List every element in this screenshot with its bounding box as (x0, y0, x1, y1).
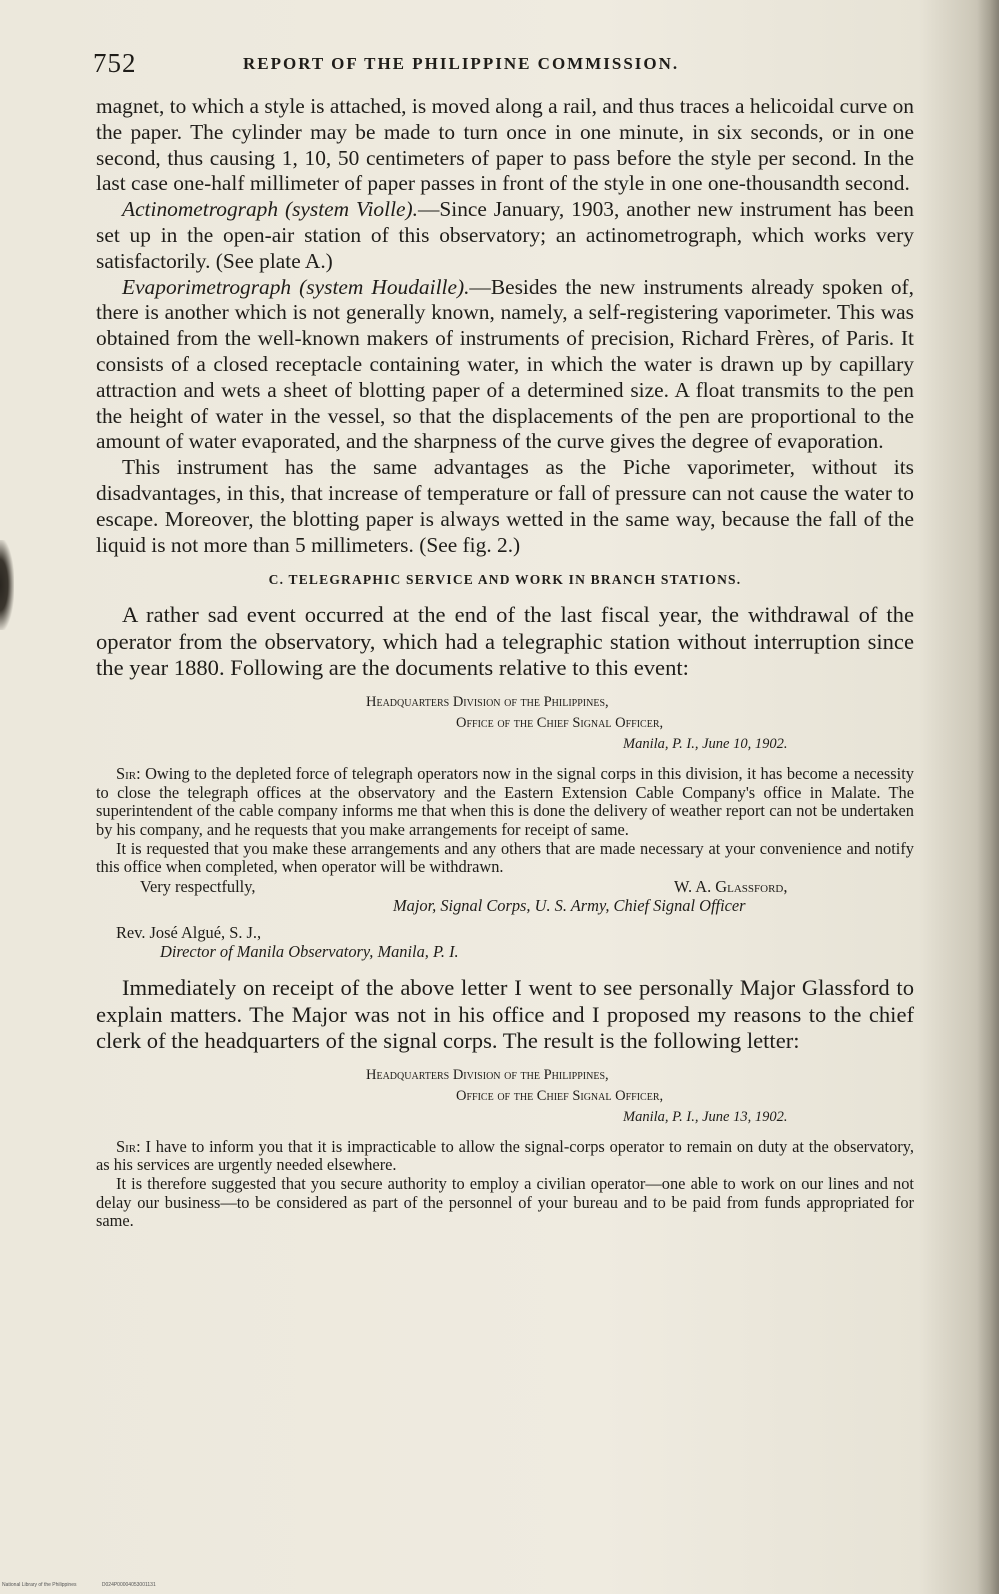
letter-head-line: Office of the Chief Signal Officer, (456, 1087, 664, 1104)
letter1-body (96, 765, 914, 840)
salutation: Sir: (116, 1136, 141, 1156)
paragraph-magnet: magnet, to which a style is attached, is moved along a rail, and thus traces a helicoidal curve on the paper. The cylinder may be made to turn once in one minute, in six seconds, or in one second, thus causing 1, 10, 50 centimeters of paper to pass before the style per second. In the last case one-half millimeter of paper passes in front of the style in one one-thousandth second. (96, 94, 914, 196)
paragraph-actinometrograph (96, 197, 914, 274)
letter2-body2: It is therefore suggested that you secure authority to employ a civilian operator—one able to work on our lines and not delay our business—to be considered as part of the personnel of your bureau and to be paid from funds appropriated for same. (96, 1173, 914, 1231)
paragraph-text: —Since January, 1903, another new instrument has been set up in the open-air station of this observatory; an actinometrograph, which works very satisfactorily. (See plate A.) (96, 197, 914, 273)
salutation: Sir: (116, 763, 141, 783)
page-header (93, 48, 923, 78)
letter1-body2: It is requested that you make these arrangements and any others that are made necessary at your convenience and notify this office when completed, when operator will be withdrawn. (96, 838, 914, 877)
letter-date: Manila, P. I., June 13, 1902. (623, 1108, 788, 1125)
letter1-signature (96, 877, 914, 896)
letter-head-line: Office of the Chief Signal Officer, (456, 714, 664, 731)
binding-shadow (0, 540, 14, 630)
paragraph-title: Actinometrograph (system Violle). (122, 197, 418, 222)
letter-text: I have to inform you that it is impracticable to allow the signal-corps operator to remain on duty at the observatory, as his services are urgently needed elsewhere. (96, 1136, 914, 1175)
paragraph-evaporimetrograph (96, 275, 914, 456)
letter-date: Manila, P. I., June 10, 1902. (623, 735, 788, 752)
running-head: REPORT OF THE PHILIPPINE COMMISSION. (243, 54, 680, 73)
middle-paragraph: Immediately on receipt of the above letter I went to see personally Major Glassford to explain matters. The Major was not in his office and I proposed my reasons to the chief clerk of the headquarters of the signal corps. The result is the following letter: (96, 975, 914, 1054)
section-heading: C. TELEGRAPHIC SERVICE AND WORK IN BRANCH STATIONS. (268, 572, 742, 588)
paragraph-advantages: This instrument has the same advantages as the Piche vaporimeter, without its disadvantages, in this, that increase of temperature or fall of pressure can not cause the water to escape. Moreover, the blotting paper is always wetted in the same way, because the fall of the liquid is not more than 5 millimeters. (See fig. 2.) (96, 455, 914, 557)
letter-head-line: Headquarters Division of the Philippines, (366, 693, 609, 710)
addressee-title: Director of Manila Observatory, Manila, P. I. (160, 942, 459, 962)
signer: W. A. Glassford, (674, 877, 788, 897)
addressee: Rev. José Algué, S. J., (116, 923, 262, 943)
page-number: 752 (93, 48, 137, 78)
paragraph-title: Evaporimetrograph (system Houdaille). (122, 274, 470, 299)
section-intro: A rather sad event occurred at the end of the last fiscal year, the withdrawal of the operator from the observatory, which had a telegraphic station without interruption since the year 1880. Following are the documents relative to this event: (96, 602, 914, 681)
scan-code: D024P00004053001131 (101, 1582, 156, 1588)
paragraph-text: —Besides the new instruments already spoken of, there is another which is not generally known, namely, a self-registering vaporimeter. This was obtained from the well-known makers of instruments of precision, Richard Frères, of Paris. It consists of a closed receptacle containing water, in which the water is drawn up by capillary attraction and wets a sheet of blotting paper of a determined size. A float transmits to the pen the height of water in the vessel, so that the displacements of the pen are proportional to the amount of water evaporated, and the sharpness of the curve gives the degree of evaporation. (96, 274, 914, 454)
page-edge-shadow (977, 0, 999, 1594)
letter-head-line: Headquarters Division of the Philippines, (366, 1066, 609, 1083)
signer-title: Major, Signal Corps, U. S. Army, Chief Signal Officer (393, 896, 746, 916)
letter2-body (96, 1138, 914, 1175)
letter-text: Owing to the depleted force of telegraph operators now in the signal corps in this division, it has become a necessity to close the telegraph offices at the observatory and the Eastern Extension Cable Company's office in Malate. The superintendent of the cable company informs me that when this is done the delivery of weather report can not be undertaken by his company, and he requests that you make arrangements for receipt of same. (96, 763, 914, 839)
library-credit: National Library of the Philippines (2, 1582, 77, 1588)
letter1-heading (96, 692, 914, 755)
closing: Very respectfully, (140, 877, 256, 897)
page-body (96, 94, 914, 1231)
letter2-heading (96, 1065, 914, 1128)
scan-footer (2, 1582, 180, 1588)
